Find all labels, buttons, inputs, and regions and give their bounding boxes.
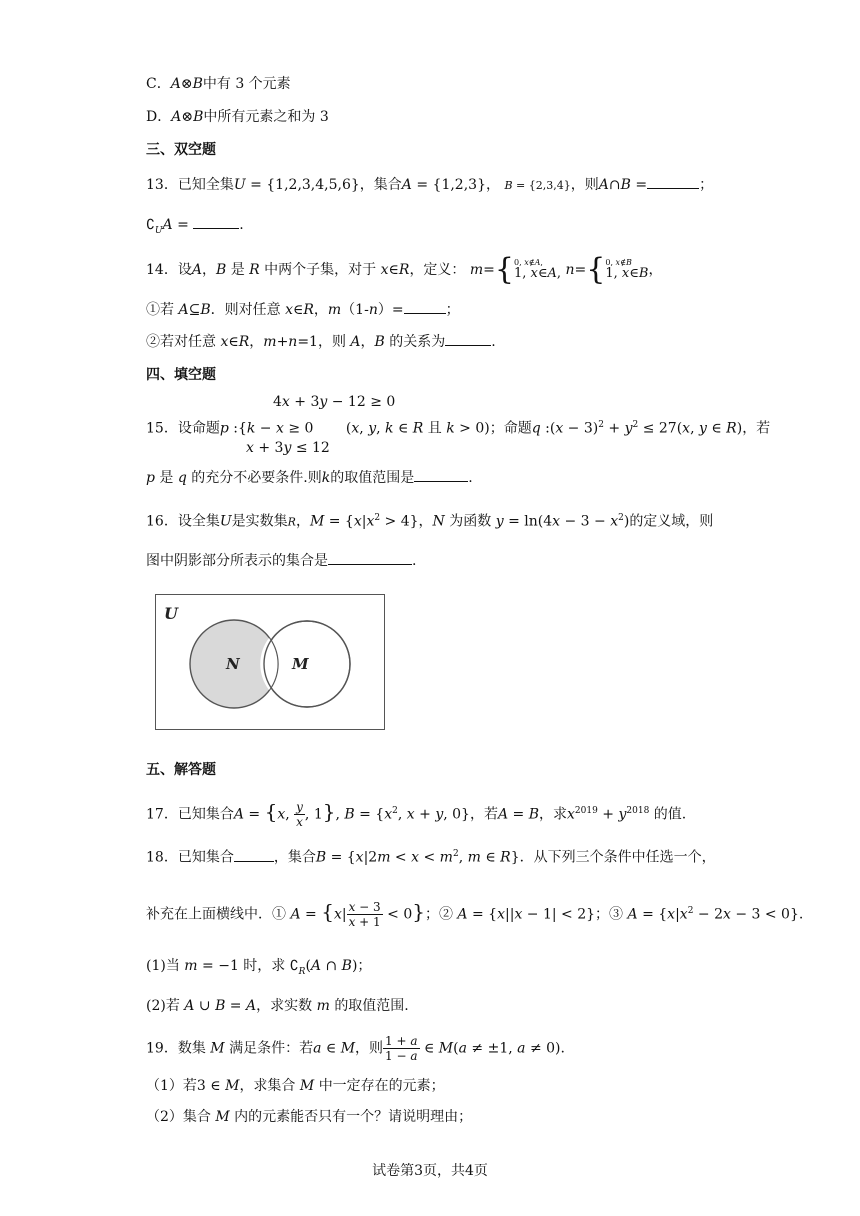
question-15: 15．设命题p :{k − x ≥ 0 (x, y, k ∈ R 且 k > 0)；命题q :(x − $3)^2 + y^2 \le 27(x$, y ∈ R)，若 xyxy=(146,420,771,437)
question-14-part1: ①若 A⊆B．则对任意 x∈R，m（1-n）= ； xyxy=(146,299,460,320)
question-15-line2: p 是 q 的充分不必要条件.则k的取值范围是 . xyxy=(146,467,473,488)
option-c: C．A⊗B中有 3 个元素 xyxy=(146,76,291,92)
question-13-line2: $∁_UA$ = . xyxy=(146,214,244,241)
venn-label-m: M xyxy=(292,655,309,673)
section-4-heading: 四、填空题 xyxy=(146,367,216,383)
question-18: 18．已知集合 ，集合$B = \{x|2m < x < m^2$, m ∈ R}．从下列三个条件中任选一个， xyxy=(146,844,716,868)
question-14: 14．设A，B 是 R 中两个子集，对于 x∈R，定义： m = { 0, x∉A, 1, x∈A, n = { 0, x∉B 1, x∈B ， xyxy=(146,252,663,287)
question-19-part1: （1）若3 ∈ M，求集合 M 中一定存在的元素； xyxy=(146,1078,445,1094)
section-5-heading: 五、解答题 xyxy=(146,762,216,778)
venn-label-u: U xyxy=(164,604,178,623)
venn-svg xyxy=(156,595,384,729)
question-14-part2: ②若对任意 x∈R，m+n=1，则 A，B 的关系为 . xyxy=(146,331,496,352)
question-18-part2: (2)若 A ∪ B = A，求实数 m 的取值范围. xyxy=(146,998,409,1014)
question-19: 19．数集 M 满足条件：若a ∈ M，则 $\frac{1 + a}{1 - a}$ ∈ M(a ≠ ±1, a ≠ 0). xyxy=(146,1034,565,1063)
option-d: D．A⊗B中所有元素之和为 3 xyxy=(146,109,329,125)
question-19-part2: （2）集合 M 内的元素能否只有一个？请说明理由； xyxy=(146,1109,473,1125)
venn-diagram xyxy=(155,594,385,730)
question-17: 17．已知集合A = {x, $\frac{y}{x}$ , 1}, $B = \{x^2$, x + y, 0}，若A = B，求$x^{2019} + y^{2018}$ 的值. xyxy=(146,799,687,829)
venn-label-n: N xyxy=(226,655,240,673)
question-18-part1: (1)当 m = −1 时，求 $∁_R(A$ ∩ B)； xyxy=(146,958,372,977)
question-18-conditions: 补充在上面横线中．① A = {x| $\frac{x - 3}{x + 1}$ < 0}；② A = {x||x − 1| < 2}；③ $A = \{x|x^2 - 2x - 3 < 0\}$. xyxy=(146,899,804,929)
question-16: 16．设全集U是实数集R，$M = \{x|x^2 > 4\}$，N 为函数 $y = \ln(4x - 3 - x^2)$的定义域，则 xyxy=(146,513,714,530)
question-16-line2: 图中阴影部分所表示的集合是 . xyxy=(146,550,416,571)
question-13: 13．已知全集U = {1,2,3,4,5,6}，集合A = {1,2,3}， B = {2,3,4}，则A∩B = ； xyxy=(146,174,713,196)
section-3-heading: 三、双空题 xyxy=(146,142,216,158)
page-footer: 试卷第3页，共4页 xyxy=(372,1163,488,1179)
